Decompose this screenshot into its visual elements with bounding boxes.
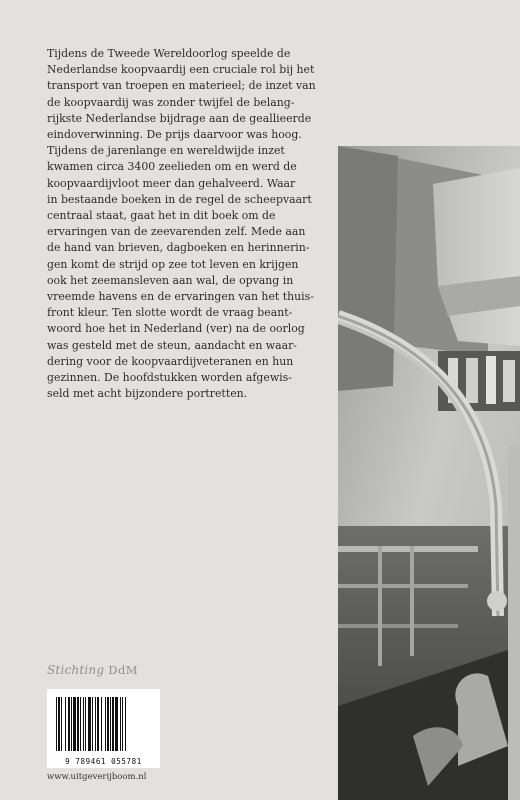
barcode-bar xyxy=(88,697,91,751)
blurb-line: de koopvaardij was zonder twijfel de belang- xyxy=(47,95,295,109)
barcode-bar xyxy=(68,697,70,751)
ship-deck-illustration xyxy=(338,146,520,800)
blurb-line: in bestaande boeken in de regel de scheepvaart xyxy=(47,192,312,206)
barcode-bar xyxy=(92,697,93,751)
barcode-bars xyxy=(55,697,152,751)
barcode xyxy=(47,689,160,768)
barcode-bar xyxy=(107,697,109,751)
blurb-line: eindoverwinning. De prijs daarvoor was hoog. xyxy=(47,128,302,142)
barcode-bar xyxy=(83,697,84,751)
blurb-line: ervaringen van de zeevarenden zelf. Mede aan xyxy=(47,225,306,239)
barcode-bar xyxy=(110,697,111,751)
blurb-line: Tijdens de jarenlange en wereldwijde inzet xyxy=(47,144,285,158)
barcode-bar xyxy=(71,697,72,751)
blurb-line: dering voor de koopvaardijveteranen en hun xyxy=(47,354,294,368)
barcode-bar xyxy=(112,697,114,751)
publisher-website: www.uitgeverijboom.nl xyxy=(47,772,147,782)
blurb-line: gen komt de strijd op zee tot leven en krijgen xyxy=(47,257,299,271)
blurb-line: woord hoe het in Nederland (ver) na de oorlog xyxy=(47,322,305,336)
barcode-bar xyxy=(105,697,106,751)
blurb-line: kwamen circa 3400 zeelieden om en werd de xyxy=(47,160,297,174)
blurb-line: Tijdens de Tweede Wereldoorlog speelde de xyxy=(47,47,291,60)
blurb-line: de hand van brieven, dagboeken en herinnerin- xyxy=(47,241,310,255)
barcode-bar xyxy=(101,697,102,751)
barcode-bar xyxy=(95,697,96,751)
barcode-bar xyxy=(122,697,123,751)
imprint-italic: Stichting xyxy=(47,663,109,677)
blurb-line: front kleur. Ten slotte wordt de vraag beant- xyxy=(47,306,293,320)
blurb-line: centraal staat, gaat het in dit boek om de xyxy=(47,209,276,223)
blurb-line: gezinnen. De hoofdstukken worden afgewis- xyxy=(47,371,292,385)
barcode-bar xyxy=(120,697,121,751)
publisher-imprint xyxy=(47,663,138,677)
imprint-caps: DdM xyxy=(108,663,139,677)
barcode-bar xyxy=(65,697,66,751)
isbn-number: 9 789461 055781 xyxy=(65,757,142,766)
barcode-bar xyxy=(97,697,99,751)
barcode-bar xyxy=(125,697,126,751)
blurb-line: ook het zeemansleven aan wal, de opvang in xyxy=(47,273,294,287)
barcode-bar xyxy=(61,697,62,751)
blurb-line: Nederlandse koopvaardij een cruciale rol bij het xyxy=(47,63,315,77)
blurb-line: seld met acht bijzondere portretten. xyxy=(47,387,248,401)
barcode-bar xyxy=(115,697,118,751)
blurb-text xyxy=(47,46,317,402)
ship-deck-photo xyxy=(338,146,520,800)
barcode-bar xyxy=(85,697,86,751)
barcode-bar xyxy=(80,697,81,751)
blurb-line: rijkste Nederlandse bijdrage aan de geallieerde xyxy=(47,111,312,125)
blurb-line: koopvaardijvloot meer dan gehalveerd. Waar xyxy=(47,176,296,190)
blurb-line: vreemde havens en de ervaringen van het thuis- xyxy=(47,290,314,304)
blurb-line: was gesteld met de steun, aandacht en waar- xyxy=(47,338,297,352)
barcode-bar xyxy=(56,697,57,751)
barcode-bar xyxy=(77,697,79,751)
blurb-line: transport van troepen en materieel; de inzet van xyxy=(47,79,316,93)
barcode-bar xyxy=(73,697,76,751)
barcode-bar xyxy=(58,697,60,751)
